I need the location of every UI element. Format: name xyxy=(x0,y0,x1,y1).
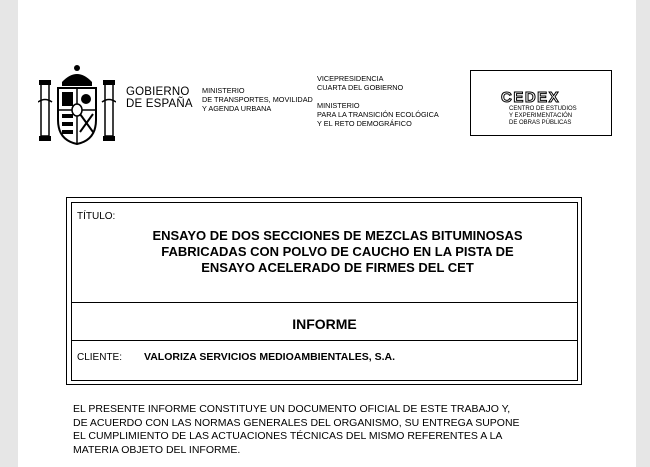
page-margin-left xyxy=(0,0,18,467)
cover-table xyxy=(71,202,578,381)
title-row xyxy=(72,203,577,303)
government-name: GOBIERNO DE ESPAÑA xyxy=(126,86,193,110)
document-type: INFORME xyxy=(292,316,357,332)
client-name: VALORIZA SERVICIOS MEDIOAMBIENTALES, S.A. xyxy=(144,351,396,363)
cover-frame xyxy=(66,197,582,385)
ministry-transport: MINISTERIO DE TRANSPORTES, MOVILIDAD Y AGENDA URBANA xyxy=(202,86,313,113)
client-row xyxy=(72,341,577,379)
client-label: CLIENTE: xyxy=(77,352,123,363)
official-notice: EL PRESENTE INFORME CONSTITUYE UN DOCUMENTO OFICIAL DE ESTE TRABAJO Y, DE ACUERDO CON LAS NORMAS GENERALES DEL ORGANISMO, SU ENTREGA SUPONE EL CUMPLIMIENTO DE LAS ACTUACIONES TÉCNICAS DEL MISMO REFERENTES A LA MATERIA OBJETO DEL INFORME. xyxy=(73,403,520,456)
cedex-subtitle: CENTRO DE ESTUDIOS Y EXPERIMENTACIÓN DE OBRAS PÚBLICAS xyxy=(509,106,577,126)
ministry-ecology: MINISTERIO PARA LA TRANSICIÓN ECOLÓGICA Y EL RETO DEMOGRÁFICO xyxy=(317,101,439,128)
title-label: TÍTULO: xyxy=(77,211,116,222)
document-title: ENSAYO DE DOS SECCIONES DE MEZCLAS BITUMINOSAS FABRICADAS CON POLVO DE CAUCHO EN LA PISTA DE ENSAYO ACELERADO DE FIRMES DEL CET xyxy=(152,228,523,275)
vicepresidency: VICEPRESIDENCIA CUARTA DEL GOBIERNO xyxy=(317,74,404,92)
document-type-row xyxy=(72,303,577,341)
page-margin-right xyxy=(636,0,650,467)
coat-of-arms-icon xyxy=(38,62,116,148)
cedex-logo-box xyxy=(470,70,612,136)
cedex-logo: CEDEX xyxy=(501,89,561,106)
